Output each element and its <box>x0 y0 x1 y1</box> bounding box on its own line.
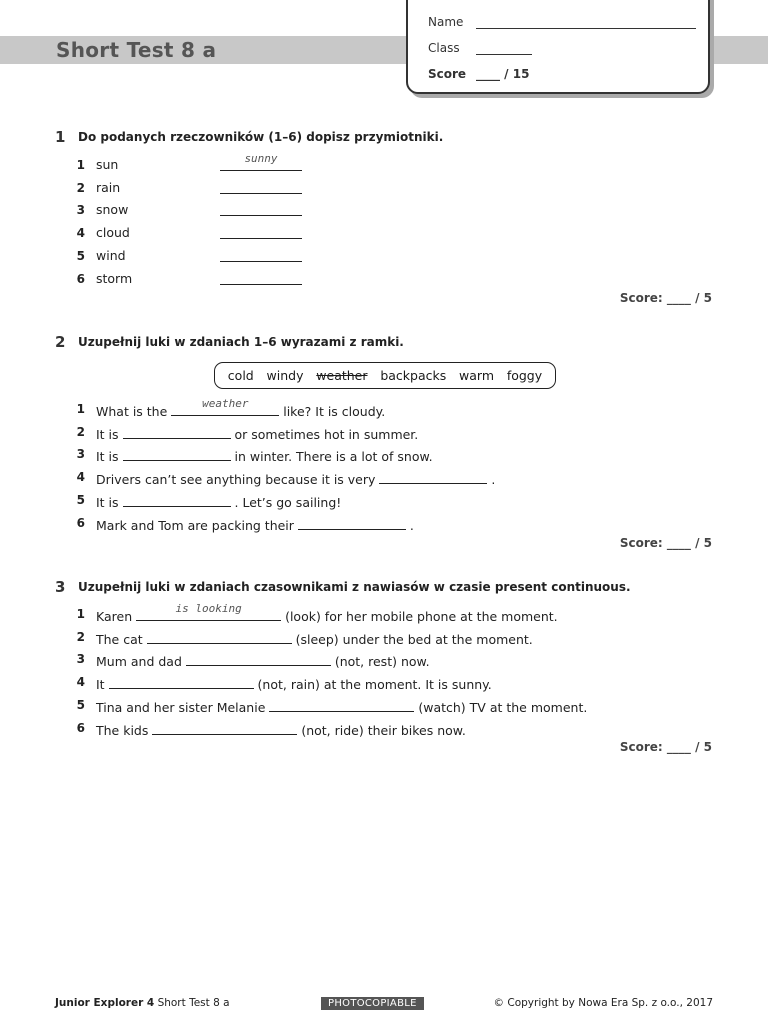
answer-blank[interactable] <box>186 651 331 666</box>
sentence-end: or sometimes hot in summer. <box>230 426 419 442</box>
item-number: 3 <box>76 447 85 462</box>
answer-blank[interactable] <box>220 154 302 171</box>
item-number: 6 <box>76 720 85 735</box>
section-2-number: 2 <box>55 333 66 351</box>
sentence-end: (watch) TV at the moment. <box>414 699 588 715</box>
sentence <box>96 492 341 510</box>
section-2-instruction: Uzupełnij luki w zdaniach 1–6 wyrazami z ramki. <box>78 335 404 349</box>
sentence <box>96 720 466 738</box>
footer-book <box>55 997 230 1009</box>
sentence <box>96 446 433 464</box>
score-label: Score <box>428 67 467 81</box>
footer-test-name: Short Test 8 a <box>157 997 230 1009</box>
section-1-instruction: Do podanych rzeczowników (1–6) dopisz przymiotniki. <box>78 130 444 144</box>
item-noun: wind <box>96 247 126 263</box>
sentence-end: (not, rain) at the moment. It is sunny. <box>253 677 492 693</box>
answer-blank[interactable] <box>136 602 281 621</box>
sentence-start: What is the <box>96 404 172 419</box>
section-3-number: 3 <box>55 578 66 596</box>
word-box-item-used: weather <box>316 368 368 383</box>
answer-blank[interactable] <box>220 177 302 194</box>
item-number: 3 <box>76 203 85 218</box>
item-number: 4 <box>76 675 85 690</box>
section-3-instruction: Uzupełnij luki w zdaniach czasownikami z nawiasów w czasie present continuous. <box>78 580 631 594</box>
sentence-start: Mark and Tom are packing their <box>96 517 298 533</box>
item-number: 5 <box>76 697 85 712</box>
section-1-score: Score: ____ / 5 <box>619 291 712 305</box>
handwritten-answer: is looking <box>175 602 242 615</box>
section-3-score: Score: ____ / 5 <box>619 740 712 754</box>
answer-blank[interactable] <box>269 697 414 712</box>
item-number: 2 <box>76 180 85 195</box>
item-number: 5 <box>76 248 85 263</box>
sentence-start: The cat <box>96 631 147 647</box>
sentence <box>96 424 418 442</box>
sentence-end: (not, ride) their bikes now. <box>297 722 466 738</box>
sentence-end: (sleep) under the bed at the moment. <box>291 631 533 647</box>
sentence-start: It <box>96 677 109 693</box>
sentence-end: . <box>405 517 414 533</box>
name-label: Name <box>428 15 464 29</box>
sentence <box>96 515 414 533</box>
sentence-start: Tina and her sister Melanie <box>96 699 270 715</box>
section-2-score: Score: ____ / 5 <box>619 536 712 550</box>
sentence-end: . Let’s go sailing! <box>230 494 342 510</box>
word-box-item: cold <box>227 368 254 383</box>
sentence <box>96 651 430 669</box>
answer-blank[interactable] <box>220 245 302 262</box>
handwritten-answer: weather <box>202 397 249 410</box>
answer-blank[interactable] <box>152 720 297 735</box>
item-number: 1 <box>76 607 85 621</box>
footer-copyright: © Copyright by Nowa Era Sp. z o.o., 2017 <box>493 997 713 1009</box>
item-number: 6 <box>76 515 85 530</box>
sentence <box>96 697 587 715</box>
item-noun: cloud <box>96 225 130 241</box>
class-label: Class <box>428 41 460 55</box>
sentence <box>96 469 495 487</box>
item-number: 3 <box>76 652 85 667</box>
section-1-number: 1 <box>55 128 66 146</box>
answer-blank[interactable] <box>123 492 231 507</box>
item-number: 1 <box>76 158 85 172</box>
sentence-end: . <box>487 472 496 488</box>
sentence <box>96 674 492 692</box>
answer-blank[interactable] <box>220 268 302 285</box>
word-box-item: foggy <box>506 368 543 383</box>
item-number: 4 <box>76 470 85 485</box>
name-field[interactable] <box>476 28 696 29</box>
sentence-start: It is <box>96 494 123 510</box>
item-number: 4 <box>76 226 85 241</box>
sentence-start: The kids <box>96 722 153 738</box>
sentence <box>96 602 558 624</box>
word-box-item: windy <box>266 368 304 383</box>
answer-blank[interactable] <box>123 424 231 439</box>
item-number: 1 <box>76 402 85 416</box>
sentence-start: Drivers can’t see anything because it is very <box>96 472 380 488</box>
sentence-start: Mum and dad <box>96 654 186 670</box>
sentence-end: (look) for her mobile phone at the moment. <box>281 609 558 624</box>
sentence <box>96 629 533 647</box>
item-noun: sun <box>96 157 119 172</box>
answer-blank[interactable] <box>220 222 302 239</box>
answer-blank[interactable] <box>379 469 487 484</box>
item-number: 6 <box>76 271 85 286</box>
student-info-box <box>406 0 710 94</box>
answer-blank[interactable] <box>298 515 406 530</box>
item-noun: snow <box>96 202 129 218</box>
total-score: ____ / 15 <box>476 67 530 81</box>
page-title: Short Test 8 a <box>56 38 217 62</box>
answer-blank[interactable] <box>171 397 279 416</box>
word-box-item: backpacks <box>380 368 447 383</box>
item-noun: rain <box>96 179 121 195</box>
sentence-end: like? It is cloudy. <box>279 404 386 419</box>
sentence <box>96 397 386 419</box>
word-box-item: warm <box>459 368 495 383</box>
item-number: 2 <box>76 629 85 644</box>
class-field[interactable] <box>476 54 532 55</box>
item-noun: storm <box>96 270 133 286</box>
sentence-end: (not, rest) now. <box>330 654 430 670</box>
sentence-start: It is <box>96 426 123 442</box>
word-box <box>214 362 556 389</box>
sentence-start: It is <box>96 449 123 465</box>
handwritten-answer: sunny <box>244 152 278 165</box>
answer-blank[interactable] <box>147 629 292 644</box>
footer-book-title: Junior Explorer 4 <box>55 997 155 1009</box>
answer-blank[interactable] <box>109 674 254 689</box>
sentence-end: in winter. There is a lot of snow. <box>230 449 433 465</box>
sentence-start: Karen <box>96 609 137 624</box>
item-number: 5 <box>76 492 85 507</box>
answer-blank[interactable] <box>123 446 231 461</box>
photocopiable-badge: PHOTOCOPIABLE <box>321 997 424 1010</box>
answer-blank[interactable] <box>220 199 302 216</box>
item-number: 2 <box>76 424 85 439</box>
